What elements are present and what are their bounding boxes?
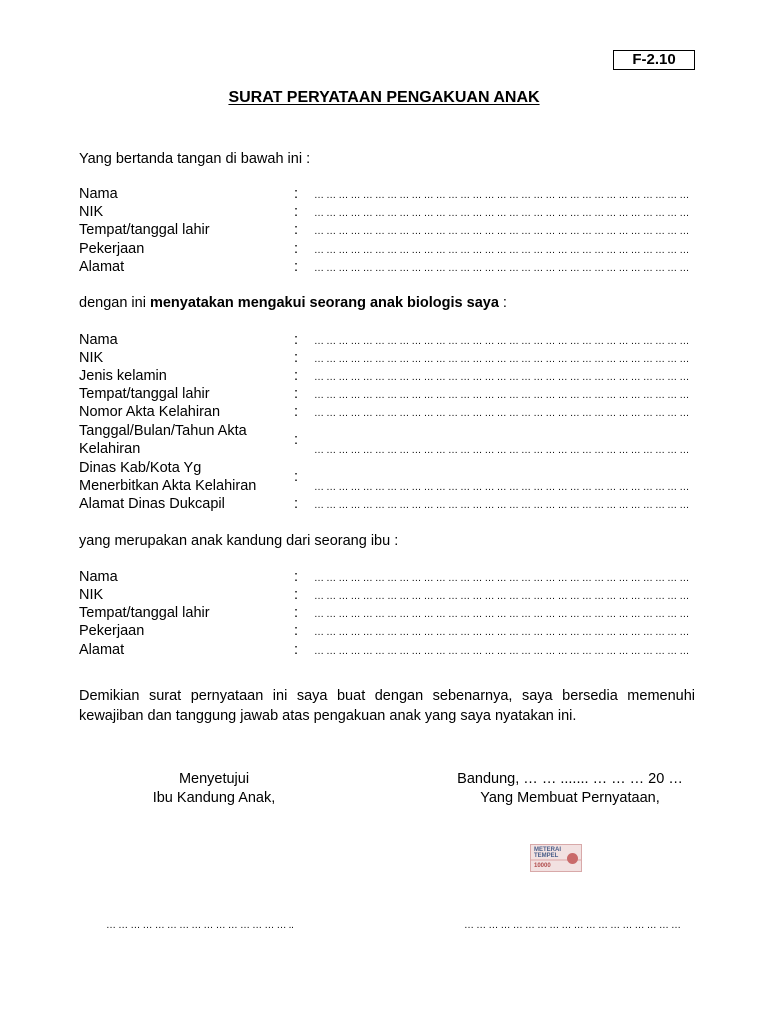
field-label: Alamat — [79, 259, 125, 275]
child-cert-date-row[interactable] — [79, 422, 699, 458]
field-colon: : — [294, 569, 299, 585]
field-label: Nama — [79, 332, 118, 348]
field-colon: : — [294, 186, 299, 202]
field-colon: : — [294, 623, 299, 639]
statement-suffix: : — [498, 295, 507, 311]
fill-dots[interactable]: … … … … … … … … … … … … … … … … … … … … … … … … … … … … … … … — [314, 372, 690, 383]
child-issuer-row[interactable] — [79, 459, 699, 495]
mother-address-row[interactable] — [79, 641, 699, 659]
fill-dots[interactable]: … … … … … … … … … … … … … … … … … … … … … … … … … … … … … … … — [314, 500, 690, 511]
field-label: NIK — [79, 350, 104, 366]
field-label: Nama — [79, 569, 118, 585]
fill-dots[interactable]: … … … … … … … … … … … … … … … … … … … … … … … … … … … … … … … — [314, 354, 690, 365]
fill-dots[interactable]: … … … … … … … … … … … … … … … … … … … … … … … … … … … … … … … — [314, 390, 690, 401]
intro-text: Yang bertanda tangan di bawah ini : — [79, 151, 311, 167]
field-label: Pekerjaan — [79, 623, 145, 639]
fill-dots[interactable]: … … … … … … … … … … … … … … … … … … … … … … … … … … … … … … … — [314, 190, 690, 201]
field-colon: : — [294, 332, 299, 348]
duty-stamp — [530, 844, 582, 872]
mother-name-row[interactable] — [79, 568, 699, 586]
place-date-line[interactable]: Bandung, … … ....... … … … 20 … — [457, 771, 683, 787]
fill-dots[interactable]: … … … … … … … … … … … … … … … … … … … … … … … … … … … … … … … — [314, 263, 690, 274]
field-label: Nomor Akta Kelahiran — [79, 404, 221, 420]
left-role-label: Ibu Kandung Anak, — [152, 790, 276, 806]
field-colon: : — [294, 222, 299, 238]
declarant-name-row[interactable] — [79, 185, 699, 203]
field-colon: : — [294, 496, 299, 512]
right-role-label: Yang Membuat Pernyataan, — [480, 790, 660, 806]
child-gender-row[interactable] — [79, 367, 699, 385]
field-label: Alamat Dinas Dukcapil — [79, 496, 225, 512]
field-label: NIK — [79, 204, 104, 220]
statement-text — [79, 294, 695, 312]
field-colon: : — [294, 386, 299, 402]
stamp-value: 10000 — [534, 863, 551, 869]
left-approve-label: Menyetujui — [178, 771, 250, 787]
fill-dots[interactable]: … … … … … … … … … … … … … … … … … … … … … … … … … … … … … … … — [314, 408, 690, 419]
field-label: Dinas Kab/Kota Yg Menerbitkan Akta Kelahiran — [79, 460, 257, 494]
fill-dots[interactable]: … … … … … … … … … … … … … … … … … … … … … … … … … … … … … … … — [314, 336, 690, 347]
right-signature-line[interactable]: … … … … … … … … … … … … … … … … … … — [464, 920, 681, 931]
signature-left-block — [114, 770, 314, 808]
field-colon: : — [294, 350, 299, 366]
fill-dots[interactable]: … … … … … … … … … … … … … … … … … … … … … … … … … … … … … … … — [314, 573, 690, 584]
mother-intro-text: yang merupakan anak kandung dari seorang ibu : — [79, 533, 399, 549]
field-label: Tempat/tanggal lahir — [79, 386, 210, 402]
mother-nik-row[interactable] — [79, 586, 699, 604]
child-office-address-row[interactable] — [79, 495, 699, 513]
fill-dots[interactable]: … … … … … … … … … … … … … … … … … … … … … … … … … … … … … … … — [314, 609, 690, 620]
fill-dots[interactable]: … … … … … … … … … … … … … … … … … … … … … … … … … … … … … … … — [314, 208, 690, 219]
field-colon: : — [294, 469, 299, 485]
child-name-row[interactable] — [79, 331, 699, 349]
fill-dots[interactable]: … … … … … … … … … … … … … … … … … … … … … … … … … … … … … … … — [314, 591, 690, 602]
field-colon: : — [294, 642, 299, 658]
fill-dots[interactable]: … … … … … … … … … … … … … … … … … … … … … … … … … … … … … … … — [314, 245, 690, 256]
field-label: Jenis kelamin — [79, 368, 167, 384]
stamp-line-2: TEMPEL — [534, 853, 559, 859]
field-colon: : — [294, 432, 299, 448]
fill-dots[interactable]: … … … … … … … … … … … … … … … … … … … … … … … … … … … … … … … — [314, 226, 690, 237]
child-nik-row[interactable] — [79, 349, 699, 367]
form-code-box: F-2.10 — [613, 50, 695, 70]
declarant-address-row[interactable] — [79, 258, 699, 276]
stamp-emblem-icon — [567, 853, 578, 864]
field-label: Tempat/tanggal lahir — [79, 222, 210, 238]
document-title-text: SURAT PERYATAAN PENGAKUAN ANAK — [228, 89, 540, 106]
statement-prefix: dengan ini — [79, 295, 150, 311]
signature-right-block — [440, 770, 700, 808]
stamp-line-1: METERAI — [534, 847, 561, 853]
fill-dots[interactable]: … … … … … … … … … … … … … … … … … … … … … … … … … … … … … … … — [314, 646, 690, 657]
field-colon: : — [294, 241, 299, 257]
fill-dots[interactable]: … … … … … … … … … … … … … … … … … … … … … … … … … … … … … … … — [314, 627, 690, 638]
stamp-text — [534, 847, 561, 859]
fill-dots[interactable]: … … … … … … … … … … … … … … … … … … … … … … … … … … … … … … … — [314, 445, 690, 456]
left-signature-line[interactable]: … … … … … … … … … … … … … … … .. — [106, 920, 294, 931]
declarant-job-row[interactable] — [79, 240, 699, 258]
field-label: NIK — [79, 587, 104, 603]
field-colon: : — [294, 368, 299, 384]
document-title — [0, 89, 768, 107]
field-label: Pekerjaan — [79, 241, 145, 257]
field-label: Tanggal/Bulan/Tahun Akta Kelahiran — [79, 423, 247, 457]
child-birth-row[interactable] — [79, 385, 699, 403]
field-label: Tempat/tanggal lahir — [79, 605, 210, 621]
field-colon: : — [294, 605, 299, 621]
fill-dots[interactable]: … … … … … … … … … … … … … … … … … … … … … … … … … … … … … … … — [314, 482, 690, 493]
closing-paragraph: Demikian surat pernyataan ini saya buat dengan sebenarnya, saya bersedia memenuhi kewajiban dan tanggung jawab atas pengakuan anak yang saya nyatakan ini. — [79, 688, 695, 724]
statement-bold: menyatakan mengakui seorang anak biologis saya — [149, 295, 499, 311]
child-cert-number-row[interactable] — [79, 403, 699, 421]
mother-birth-row[interactable] — [79, 604, 699, 622]
declarant-birth-row[interactable] — [79, 221, 699, 239]
field-colon: : — [294, 404, 299, 420]
field-label: Nama — [79, 186, 118, 202]
field-colon: : — [294, 259, 299, 275]
field-colon: : — [294, 204, 299, 220]
field-label: Alamat — [79, 642, 125, 658]
mother-job-row[interactable] — [79, 622, 699, 640]
field-colon: : — [294, 587, 299, 603]
declarant-nik-row[interactable] — [79, 203, 699, 221]
